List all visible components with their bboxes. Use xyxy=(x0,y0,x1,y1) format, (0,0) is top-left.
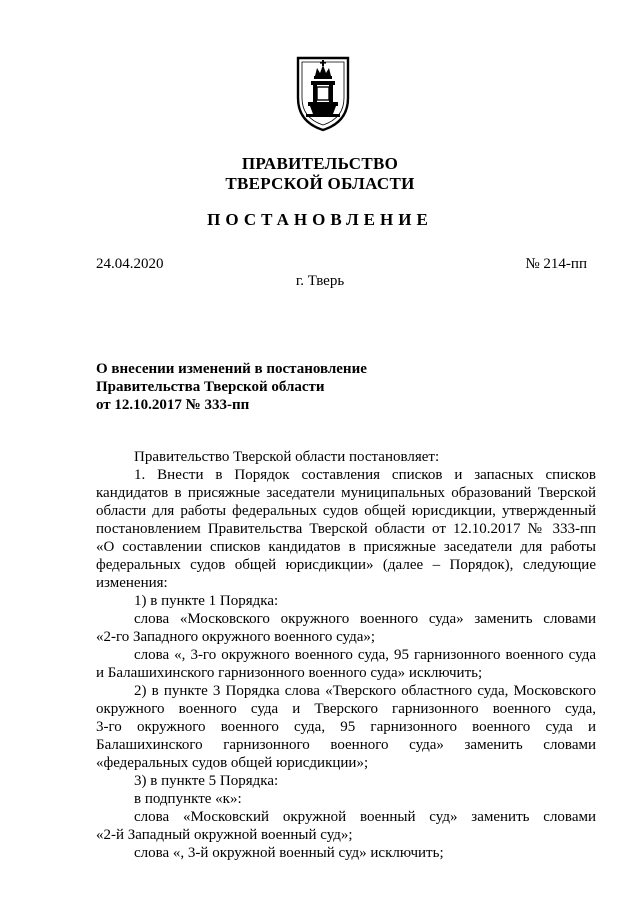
body-line: 3) в пункте 5 Порядка: xyxy=(134,773,279,789)
document-city: г. Тверь xyxy=(295,273,345,289)
body-line: «федеральных судов общей юрисдикции»; xyxy=(96,755,369,771)
body-line: постановлением Правительства Тверской области от 12.10.2017 № 333-пп xyxy=(96,521,596,537)
document-date: 24.04.2020 xyxy=(96,256,164,272)
body-line: области для работы федеральных судов общей юрисдикции, утвержденный xyxy=(96,503,596,519)
body-line: 1) в пункте 1 Порядка: xyxy=(134,593,279,609)
government-title-line1: ПРАВИТЕЛЬСТВО xyxy=(241,154,399,173)
body-line: слова «Московского окружного военного суда» заменить словами xyxy=(134,611,596,627)
body-line: слова «, 3-го окружного военного суда, 95 гарнизонного военного суда xyxy=(134,647,596,663)
body-line: 2) в пункте 3 Порядка слова «Тверского областного суда, Московского xyxy=(134,683,596,699)
document-subject xyxy=(96,360,456,414)
body-line: «2-го Западного окружного военного суда»; xyxy=(96,629,376,645)
document-number: № 214-пп xyxy=(525,256,587,272)
body-line: в подпункте «к»: xyxy=(134,791,242,807)
body-line: окружного военного суда и Тверского гарнизонного военного суда, xyxy=(96,701,596,717)
subject-line: Правительства Тверской области xyxy=(96,379,325,395)
coat-of-arms-emblem xyxy=(292,54,354,132)
body-line: слова «Московский окружной военный суд» заменить словами xyxy=(134,809,596,825)
government-title-line2: ТВЕРСКОЙ ОБЛАСТИ xyxy=(225,174,415,193)
subject-line: О внесении изменений в постановление xyxy=(96,361,367,377)
body-line: федеральных судов общей юрисдикции» (далее – Порядок), следующие xyxy=(96,557,596,573)
subject-line: от 12.10.2017 № 333-пп xyxy=(96,397,250,413)
body-line: 1. Внести в Порядок составления списков и запасных списков xyxy=(134,467,596,483)
body-line: и Балашихинского гарнизонного военного суда» исключить; xyxy=(96,665,483,681)
body-line: кандидатов в присяжные заседатели муниципальных образований Тверской xyxy=(96,485,596,501)
body-line: «2-й Западный окружной военный суд»; xyxy=(96,827,353,843)
body-line: «О составлении списков кандидатов в присяжные заседатели для работы xyxy=(96,539,596,555)
body-line: изменения: xyxy=(96,575,168,591)
body-line: 3-го окружного военного суда, 95 гарнизонного военного суда и xyxy=(96,719,596,735)
body-line: Правительство Тверской области постановляет: xyxy=(134,449,440,465)
body-line: слова «, 3-й окружной военный суд» исключить; xyxy=(134,845,444,861)
document-type-title: ПОСТАНОВЛЕНИЕ xyxy=(207,210,433,229)
document-body xyxy=(96,448,596,862)
body-line: Балашихинского гарнизонного военного суда» заменить словами xyxy=(96,737,596,753)
